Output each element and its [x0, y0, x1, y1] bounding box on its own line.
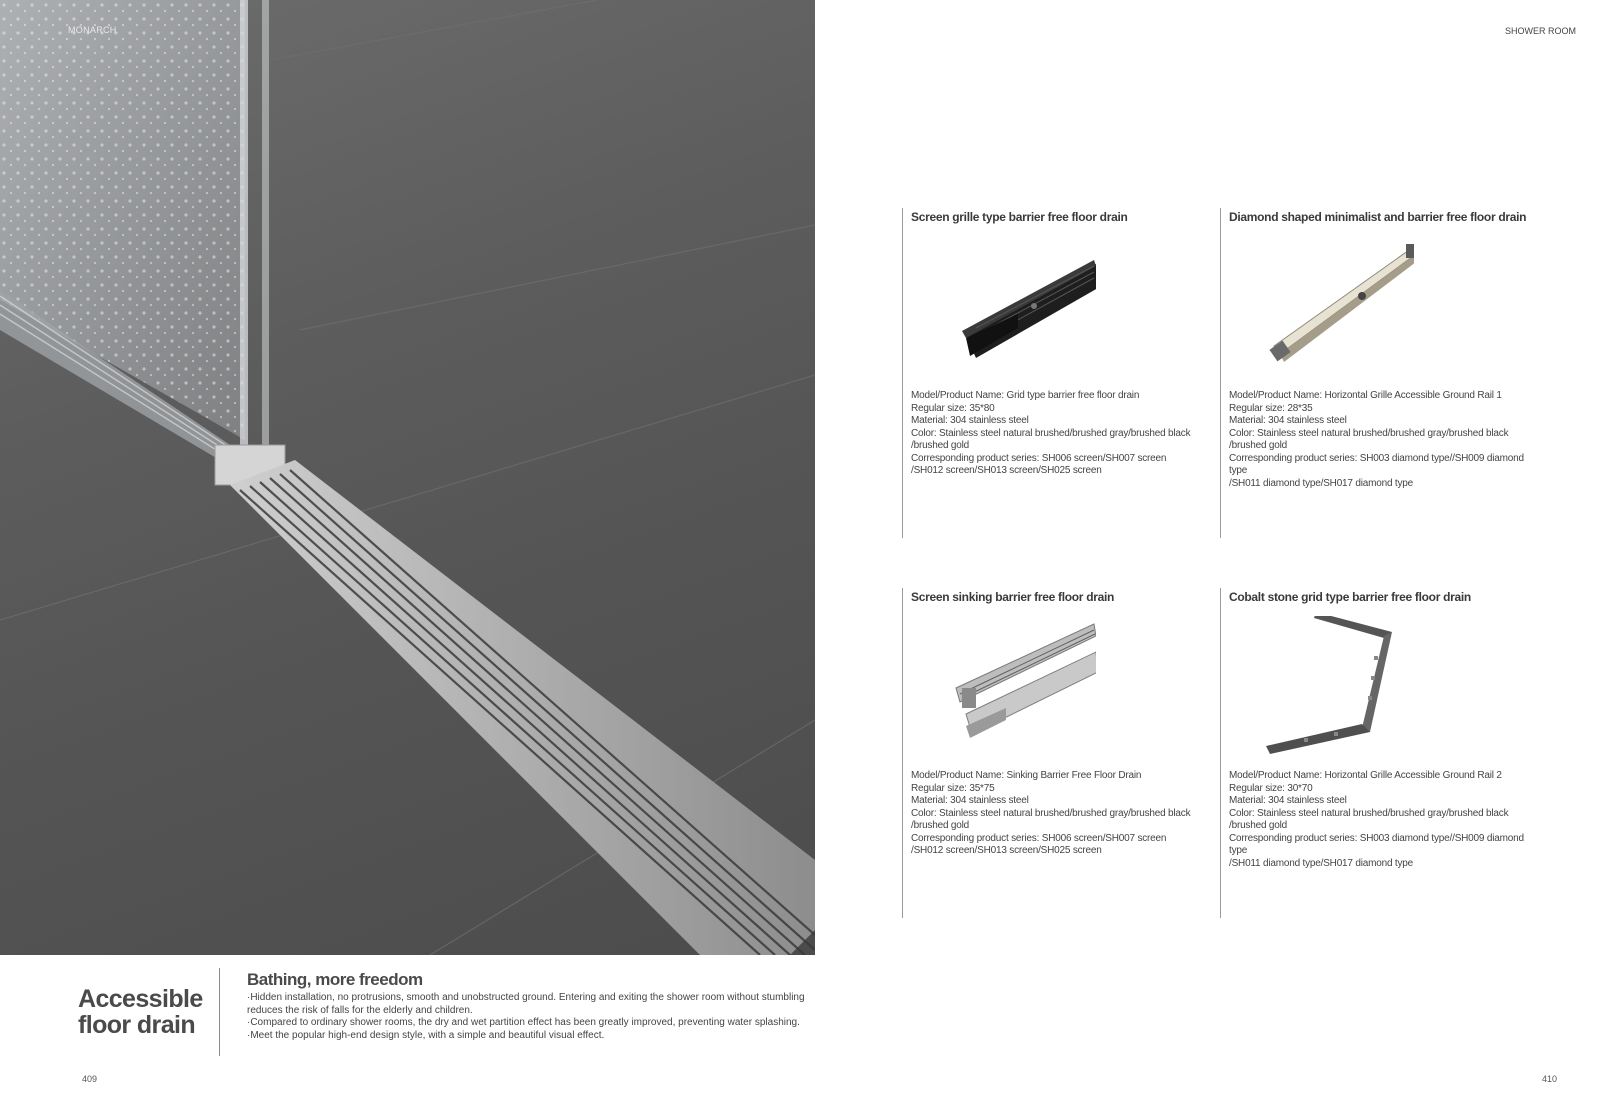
- spec-line: Material: 304 stainless steel: [1229, 795, 1347, 806]
- angled-gray-drain-icon: [1244, 616, 1414, 756]
- spec-line: Corresponding product series: SH003 diamond type//SH009 diamond type: [1229, 452, 1524, 476]
- spec-line: Regular size: 30*70: [1229, 782, 1313, 794]
- steel-sinking-drain-icon: [926, 616, 1096, 756]
- feature-point: ·Meet the popular high-end design style, with a simple and beautiful visual effect.: [247, 1029, 605, 1041]
- spec-line: Regular size: 28*35: [1229, 402, 1313, 414]
- spec-line: /brushed gold: [1229, 820, 1288, 831]
- spec-line: /SH011 diamond type/SH017 diamond type: [1229, 477, 1414, 489]
- spec-line: Material: 304 stainless steel: [911, 795, 1029, 806]
- product-specs: [911, 390, 1211, 478]
- category-label: SHOWER ROOM: [1505, 26, 1576, 36]
- card-divider: [902, 588, 903, 918]
- product-specs: [911, 770, 1211, 858]
- feature-list: [247, 992, 807, 1042]
- spec-line: /SH012 screen/SH013 screen/SH025 screen: [911, 845, 1102, 856]
- spec-line: Model/Product Name: Sinking Barrier Free Floor Drain: [911, 770, 1142, 781]
- card-divider: [1220, 588, 1221, 918]
- feature-point: ·Hidden installation, no protrusions, smooth and unobstructed ground. Entering and exiting the shower room without stumbling reduces the risk of falls for the elderly and children.: [247, 992, 805, 1016]
- gold-rail-drain-icon: [1244, 236, 1414, 376]
- spec-line: /brushed gold: [911, 440, 970, 451]
- spec-line: Material: 304 stainless steel: [911, 415, 1029, 426]
- spec-line: Color: Stainless steel natural brushed/brushed gray/brushed black: [911, 807, 1191, 819]
- card-divider: [902, 208, 903, 538]
- product-specs: [1229, 770, 1529, 870]
- section-subtitle: Bathing, more freedom: [247, 970, 423, 989]
- spec-line: /SH012 screen/SH013 screen/SH025 screen: [911, 465, 1102, 476]
- spec-line: Corresponding product series: SH006 screen/SH007 screen: [911, 832, 1167, 844]
- spec-line: Corresponding product series: SH006 screen/SH007 screen: [911, 452, 1167, 464]
- spec-line: Color: Stainless steel natural brushed/brushed gray/brushed black: [911, 427, 1191, 439]
- product-card: [1220, 208, 1538, 538]
- spec-line: Regular size: 35*75: [911, 782, 995, 794]
- spec-line: Color: Stainless steel natural brushed/brushed gray/brushed black: [1229, 807, 1509, 819]
- hero-photo: [0, 0, 815, 955]
- black-grid-drain-icon: [926, 236, 1096, 376]
- brand-name: MONARCH: [68, 25, 117, 35]
- spec-line: /SH011 diamond type/SH017 diamond type: [1229, 857, 1414, 869]
- product-card: [902, 208, 1220, 538]
- product-specs: [1229, 390, 1529, 490]
- product-card: [1220, 588, 1538, 918]
- spec-line: Color: Stainless steel natural brushed/brushed gray/brushed black: [1229, 427, 1509, 439]
- spec-line: Regular size: 35*80: [911, 402, 995, 414]
- feature-point: ·Compared to ordinary shower rooms, the dry and wet partition effect has been greatly improved, preventing water splashing.: [247, 1017, 800, 1029]
- spec-line: /brushed gold: [911, 820, 970, 831]
- page-number-right: 410: [1542, 1074, 1558, 1084]
- product-card: [902, 588, 1220, 918]
- title-divider: [219, 968, 220, 1056]
- spec-line: /brushed gold: [1229, 440, 1288, 451]
- product-title: Cobalt stone grid type barrier free floor drain: [1229, 590, 1471, 604]
- product-title: Diamond shaped minimalist and barrier free floor drain: [1229, 210, 1527, 224]
- spec-line: Corresponding product series: SH003 diamond type//SH009 diamond type: [1229, 832, 1524, 856]
- page-number-left: 409: [82, 1074, 98, 1084]
- spec-line: Material: 304 stainless steel: [1229, 415, 1347, 426]
- spec-line: Model/Product Name: Horizontal Grille Accessible Ground Rail 2: [1229, 770, 1502, 781]
- section-title: Accessible floor drain: [78, 985, 203, 1039]
- card-divider: [1220, 208, 1221, 538]
- shower-drain-illustration: [0, 0, 815, 955]
- spec-line: Model/Product Name: Horizontal Grille Accessible Ground Rail 1: [1229, 390, 1502, 401]
- product-title: Screen grille type barrier free floor drain: [911, 210, 1128, 224]
- product-title: Screen sinking barrier free floor drain: [911, 590, 1115, 604]
- spec-line: Model/Product Name: Grid type barrier free floor drain: [911, 390, 1140, 401]
